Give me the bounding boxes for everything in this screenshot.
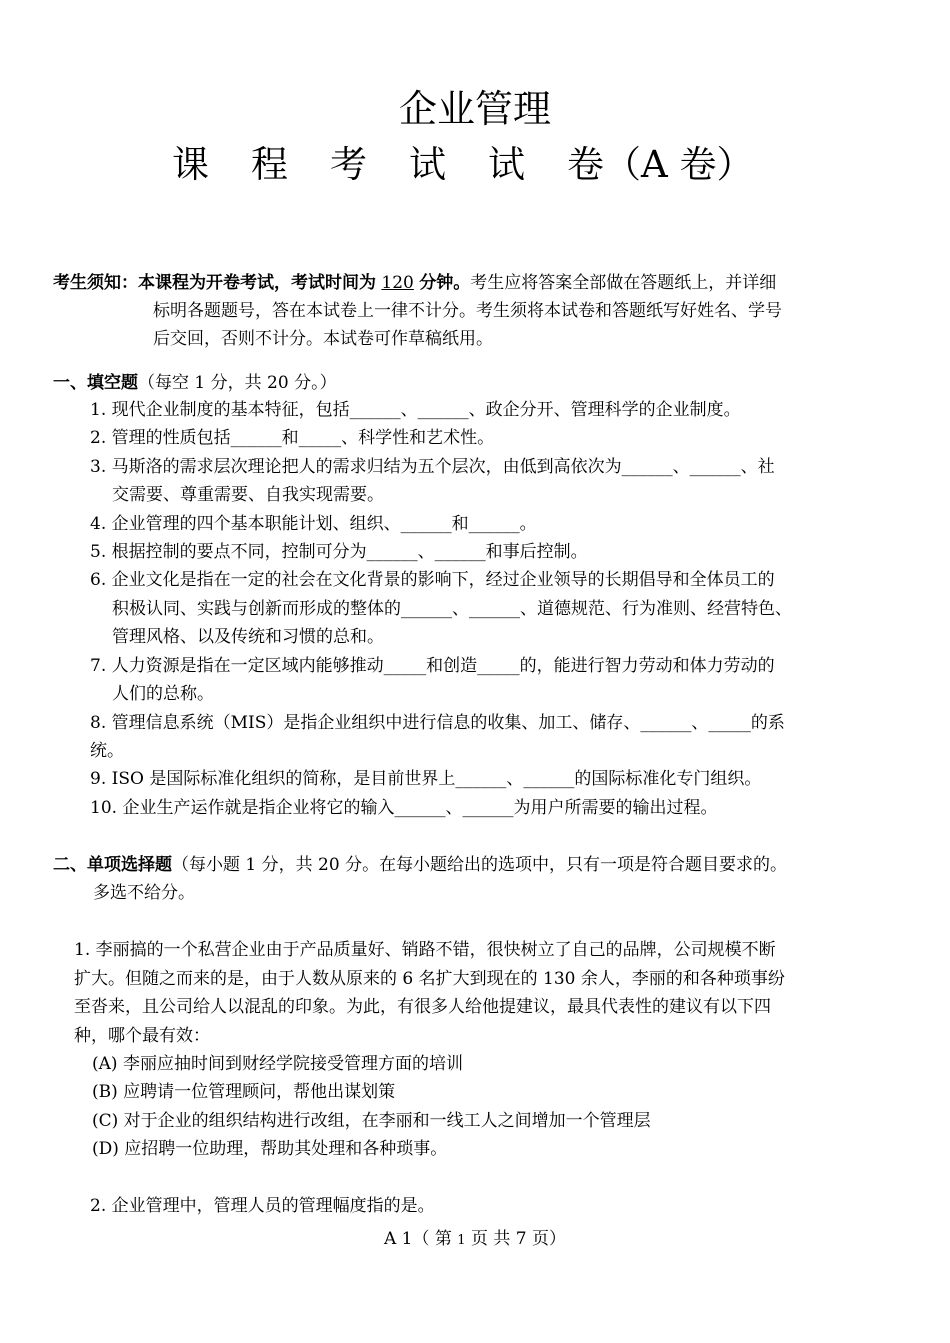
fill-question-cont: 交需要、尊重需要、自我实现需要。	[112, 485, 384, 505]
exam-title: 企业管理	[398, 87, 551, 131]
fill-question-cont: 积极认同、实践与创新而形成的整体的______、______、道德规范、行为准则、经营特色、	[112, 599, 792, 619]
subtitle-tail: 卷（A 卷）	[567, 143, 754, 186]
section1-heading: 一、填空题	[53, 373, 138, 393]
footer-suffix: 页 共 7 页）	[470, 1229, 567, 1249]
fill-question: 7. 人力资源是指在一定区域内能够推动_____和创造_____的，能进行智力劳动和体力劳动的	[90, 656, 775, 676]
section2-heading: 二、单项选择题	[53, 855, 172, 875]
section1-heading-line	[53, 372, 337, 394]
fill-question-cont: 人们的总称。	[112, 684, 214, 704]
fill-question-cont: 管理风格、以及传统和习惯的总和。	[112, 627, 384, 647]
subtitle-char: 考	[330, 143, 367, 186]
section2-heading-line	[53, 854, 787, 876]
exam-subtitle	[172, 142, 753, 188]
fill-question: 1. 现代企业制度的基本特征，包括______、______、政企分开、管理科学的企业制度。	[90, 400, 741, 420]
fill-question: 5. 根据控制的要点不同，控制可分为______、______和事后控制。	[90, 542, 588, 562]
fill-question: 10. 企业生产运作就是指企业将它的输入______、______为用户所需要的输出过程。	[90, 798, 718, 818]
choice-question-cont: 至沓来，且公司给人以混乱的印象。为此，有很多人给他提建议，最具代表性的建议有以下四	[74, 997, 771, 1017]
footer-page-number: 1	[457, 1233, 466, 1248]
subtitle-char: 课	[172, 143, 209, 186]
subtitle-char: 程	[251, 143, 288, 186]
fill-question: 6. 企业文化是指在一定的社会在文化背景的影响下，经过企业领导的长期倡导和全体员工的	[90, 570, 775, 590]
choice-option-d: (D) 应招聘一位助理，帮助其处理和各种琐事。	[92, 1139, 448, 1159]
fill-question: 4. 企业管理的四个基本职能计划、组织、______和______。	[90, 514, 537, 534]
choice-question-cont: 扩大。但随之而来的是，由于人数从原来的 6 名扩大到现在的 130 余人，李丽的和各种琐事纷	[74, 969, 785, 989]
choice-question: 1. 李丽搞的一个私营企业由于产品质量好、销路不错，很快树立了自己的品牌，公司规模不断	[74, 940, 776, 960]
choice-option-c: (C) 对于企业的组织结构进行改组，在李丽和一线工人之间增加一个管理层	[92, 1111, 651, 1131]
section2-note: （每小题 1 分，共 20 分。在每小题给出的选项中，只有一项是符合题目要求的。	[172, 855, 788, 875]
footer-prefix: A 1（ 第	[383, 1229, 452, 1249]
choice-option-a: (A) 李丽应抽时间到财经学院接受管理方面的培训	[92, 1054, 463, 1074]
notice-bold-b: 分钟。	[419, 273, 471, 293]
fill-question: 8. 管理信息系统（MIS）是指企业组织中进行信息的收集、加工、储存、______、_____的系	[90, 713, 785, 733]
notice-label: 考生须知：	[53, 273, 138, 293]
choice-option-b: (B) 应聘请一位管理顾问，帮他出谋划策	[92, 1082, 396, 1102]
notice-line-1	[53, 272, 776, 294]
notice-bold-a: 本课程为开卷考试，考试时间为	[138, 273, 376, 293]
exam-minutes: 120	[381, 273, 414, 293]
fill-question: 3. 马斯洛的需求层次理论把人的需求归结为五个层次，由低到高依次为______、______、社	[90, 457, 775, 477]
choice-question-cont: 种，哪个最有效：	[74, 1026, 210, 1046]
notice-rest: 考生应将答案全部做在答题纸上，并详细	[470, 273, 777, 293]
notice-line-2: 标明各题题号，答在本试卷上一律不计分。考生须将本试卷和答题纸写好姓名、学号	[153, 301, 782, 321]
fill-question: 9. ISO 是国际标准化组织的简称，是目前世界上______、______的国际标准化专门组织。	[90, 769, 762, 789]
section1-note: （每空 1 分，共 20 分。）	[138, 373, 337, 393]
section2-note-cont: 多选不给分。	[93, 883, 195, 903]
notice-line-3: 后交回，否则不计分。本试卷可作草稿纸用。	[153, 329, 493, 349]
page-footer	[0, 1228, 950, 1252]
subtitle-char: 试	[488, 143, 525, 186]
choice-question: 2. 企业管理中，管理人员的管理幅度指的是。	[90, 1196, 435, 1216]
fill-question-cont: 统。	[90, 741, 124, 761]
fill-question: 2. 管理的性质包括______和_____、科学性和艺术性。	[90, 428, 495, 448]
subtitle-char: 试	[409, 143, 446, 186]
